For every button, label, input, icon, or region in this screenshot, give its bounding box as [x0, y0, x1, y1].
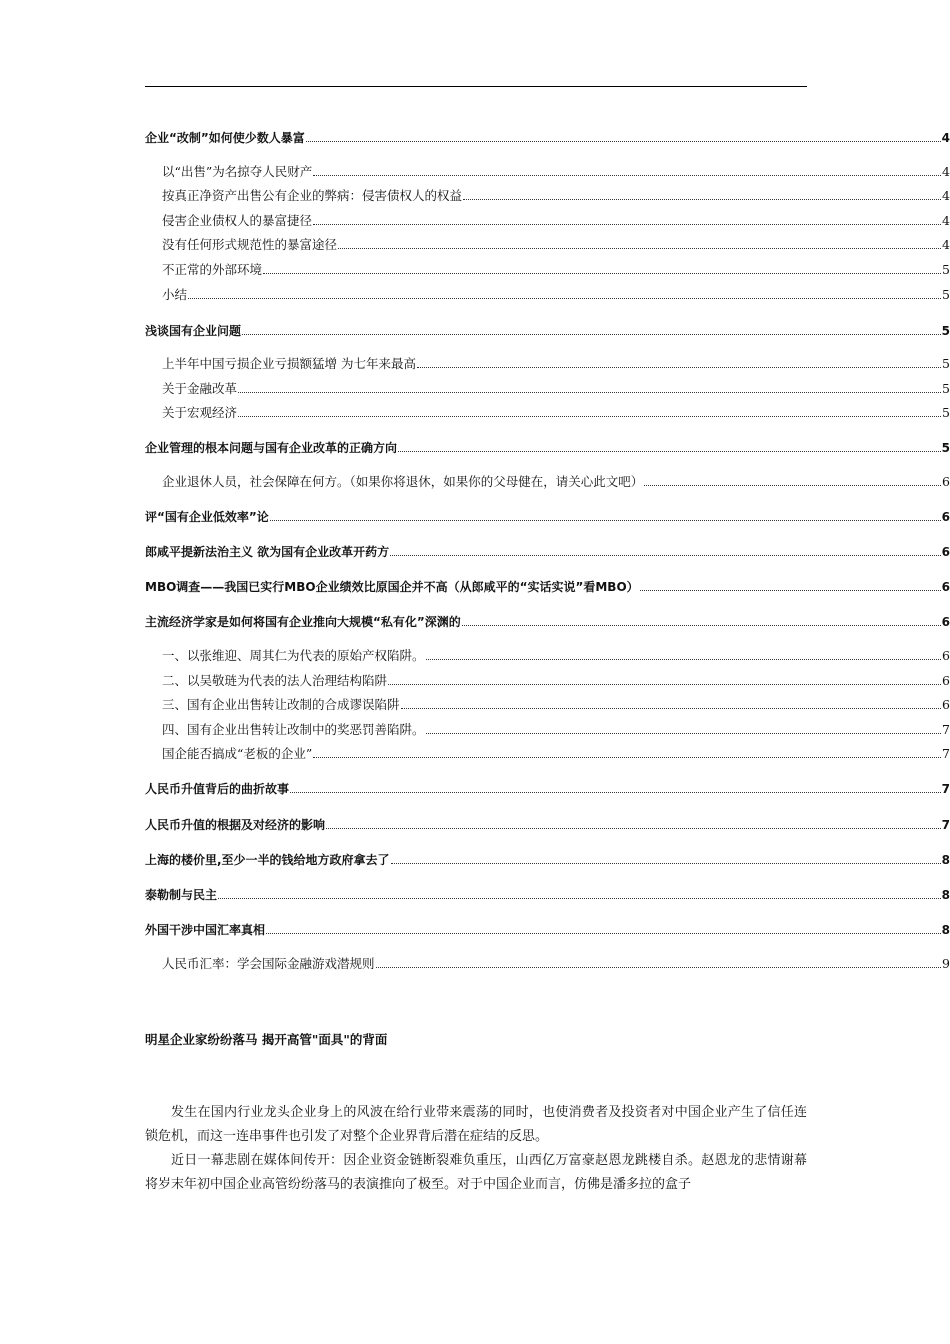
toc-entry-title: 关于金融改革 [162, 381, 238, 396]
toc-entry-title: 以“出售”为名掠夺人民财产 [162, 164, 313, 179]
toc-leader-dots [238, 380, 941, 393]
toc-entry[interactable] [145, 696, 950, 714]
toc-page-number: 4 [942, 164, 950, 179]
toc-entry[interactable] [145, 163, 950, 181]
toc-leader-dots [417, 355, 941, 368]
toc-leader-dots [388, 672, 941, 685]
toc-entry-title: 侵害企业债权人的暴富捷径 [162, 213, 313, 228]
toc-leader-dots [242, 322, 941, 335]
toc-leader-dots [640, 578, 941, 591]
toc-leader-dots [306, 129, 941, 142]
toc-page-number: 9 [942, 956, 950, 971]
toc-leader-dots [326, 816, 941, 829]
toc-entry-title: 小结 [162, 287, 188, 302]
toc-leader-dots [390, 543, 940, 556]
toc-entry[interactable] [145, 404, 950, 422]
toc-entry[interactable] [145, 613, 950, 631]
toc-entry[interactable] [145, 851, 950, 869]
toc-page-number: 5 [941, 324, 950, 338]
toc-leader-dots [313, 212, 941, 225]
toc-leader-dots [426, 721, 942, 734]
toc-entry[interactable] [145, 261, 950, 279]
toc-page-number: 6 [942, 474, 950, 489]
toc-entry-title: MBO调查——我国已实行MBO企业绩效比原国企并不高（从郎咸平的“实话实说”看MBO） [145, 580, 639, 594]
toc-entry-title: 上半年中国亏损企业亏损额猛增 为七年来最高 [162, 356, 416, 371]
toc-page-number: 4 [941, 131, 950, 145]
toc-entry[interactable] [145, 187, 950, 205]
toc-leader-dots [338, 236, 941, 249]
toc-page-number: 4 [942, 213, 950, 228]
toc-page-number: 5 [942, 262, 950, 277]
toc-page-number: 6 [942, 673, 950, 688]
toc-page-number: 6 [941, 545, 950, 559]
toc-entry[interactable] [145, 380, 950, 398]
table-of-contents [145, 126, 950, 986]
toc-entry-title: 按真正净资产出售公有企业的弊病：侵害债权人的权益 [162, 188, 463, 203]
toc-leader-dots [188, 286, 941, 299]
article-paragraph: 近日一幕悲剧在媒体间传开：因企业资金链断裂难负重压，山西亿万富豪赵恩龙跳楼自杀。赵恩龙的悲情谢幕将岁末年初中国企业高管纷纷落马的表演推向了极至。对于中国企业而言，仿佛是潘多拉的盒子 [145, 1153, 807, 1192]
toc-entry-title: 四、国有企业出售转让改制中的奖恶罚善陷阱。 [162, 722, 425, 737]
toc-leader-dots [218, 886, 941, 899]
toc-page-number: 6 [942, 697, 950, 712]
toc-entry[interactable] [145, 355, 950, 373]
toc-leader-dots [313, 163, 941, 176]
toc-entry[interactable] [145, 886, 950, 904]
toc-entry-title: 二、以吴敬琏为代表的法人治理结构陷阱 [162, 673, 388, 688]
toc-leader-dots [290, 780, 941, 793]
toc-entry[interactable] [145, 543, 950, 561]
toc-entry-title: 人民币升值背后的曲折故事 [145, 782, 290, 796]
toc-entry-title: 主流经济学家是如何将国有企业推向大规模“私有化”深渊的 [145, 615, 461, 629]
toc-entry[interactable] [145, 578, 950, 596]
toc-leader-dots [266, 921, 941, 934]
toc-page-number: 7 [942, 722, 950, 737]
toc-entry-title: 外国干涉中国汇率真相 [145, 923, 266, 937]
toc-entry-title: 三、国有企业出售转让改制的合成谬误陷阱 [162, 697, 400, 712]
toc-page-number: 7 [941, 818, 950, 832]
toc-entry[interactable] [145, 780, 950, 798]
toc-page-number: 4 [942, 188, 950, 203]
toc-entry-title: 评“国有企业低效率”论 [145, 510, 269, 524]
toc-entry[interactable] [145, 508, 950, 526]
toc-entry-title: 不正常的外部环境 [162, 262, 263, 277]
toc-leader-dots [270, 508, 941, 521]
toc-leader-dots [462, 613, 941, 626]
toc-page-number: 6 [941, 580, 950, 594]
toc-entry-title: 泰勒制与民主 [145, 888, 218, 902]
toc-leader-dots [426, 647, 942, 660]
toc-entry[interactable] [145, 721, 950, 739]
toc-entry[interactable] [145, 955, 950, 973]
toc-entry-title: 没有任何形式规范性的暴富途径 [162, 237, 338, 252]
toc-entry-title: 人民币汇率：学会国际金融游戏潜规则 [162, 956, 375, 971]
toc-entry-title: 人民币升值的根据及对经济的影响 [145, 818, 326, 832]
toc-entry-title: 企业“改制”如何使少数人暴富 [145, 131, 305, 145]
toc-page-number: 8 [941, 888, 950, 902]
article-paragraph: 发生在国内行业龙头企业身上的风波在给行业带来震荡的同时，也使消费者及投资者对中国企业产生了信任连锁危机，而这一连串事件也引发了对整个企业界背后潜在症结的反思。 [145, 1105, 807, 1144]
toc-leader-dots [238, 404, 941, 417]
toc-page-number: 5 [942, 287, 950, 302]
toc-entry-title: 一、以张维迎、周其仁为代表的原始产权陷阱。 [162, 648, 425, 663]
toc-leader-dots [398, 439, 941, 452]
article-title: 明星企业家纷纷落马 揭开高管"面具"的背面 [145, 1032, 388, 1047]
toc-entry[interactable] [145, 439, 950, 457]
toc-leader-dots [263, 261, 941, 274]
toc-entry-title: 企业退休人员，社会保障在何方。（如果你将退休，如果你的父母健在，请关心此文吧） [162, 474, 644, 489]
toc-entry-title: 郎咸平提新法治主义 欲为国有企业改革开药方 [145, 545, 390, 559]
toc-leader-dots [644, 473, 941, 486]
toc-entry[interactable] [145, 322, 950, 340]
toc-leader-dots [391, 851, 941, 864]
toc-page-number: 6 [941, 510, 950, 524]
toc-page-number: 5 [942, 381, 950, 396]
toc-entry-title: 企业管理的根本问题与国有企业改革的正确方向 [145, 441, 398, 455]
toc-leader-dots [401, 696, 942, 709]
toc-page-number: 5 [941, 441, 950, 455]
toc-page-number: 7 [941, 782, 950, 796]
toc-entry-title: 国企能否搞成“老板的企业” [162, 746, 313, 761]
header-rule [145, 86, 807, 87]
toc-entry-title: 关于宏观经济 [162, 405, 238, 420]
toc-page-number: 5 [942, 356, 950, 371]
toc-entry-title: 浅谈国有企业问题 [145, 324, 242, 338]
toc-leader-dots [376, 955, 942, 968]
toc-page-number: 4 [942, 237, 950, 252]
toc-entry[interactable] [145, 745, 950, 763]
toc-entry[interactable] [145, 129, 950, 147]
toc-page-number: 7 [942, 746, 950, 761]
toc-entry[interactable] [145, 236, 950, 254]
toc-entry-title: 上海的楼价里,至少一半的钱给地方政府拿去了 [145, 853, 390, 867]
toc-page-number: 8 [941, 923, 950, 937]
toc-entry[interactable] [145, 473, 950, 491]
toc-entry[interactable] [145, 212, 950, 230]
toc-entry[interactable] [145, 816, 950, 834]
toc-entry[interactable] [145, 647, 950, 665]
toc-page-number: 6 [942, 648, 950, 663]
toc-entry[interactable] [145, 286, 950, 304]
toc-leader-dots [313, 745, 941, 758]
toc-page-number: 6 [941, 615, 950, 629]
toc-entry[interactable] [145, 672, 950, 690]
toc-page-number: 8 [941, 853, 950, 867]
toc-leader-dots [463, 187, 941, 200]
toc-page-number: 5 [942, 405, 950, 420]
toc-entry[interactable] [145, 921, 950, 939]
